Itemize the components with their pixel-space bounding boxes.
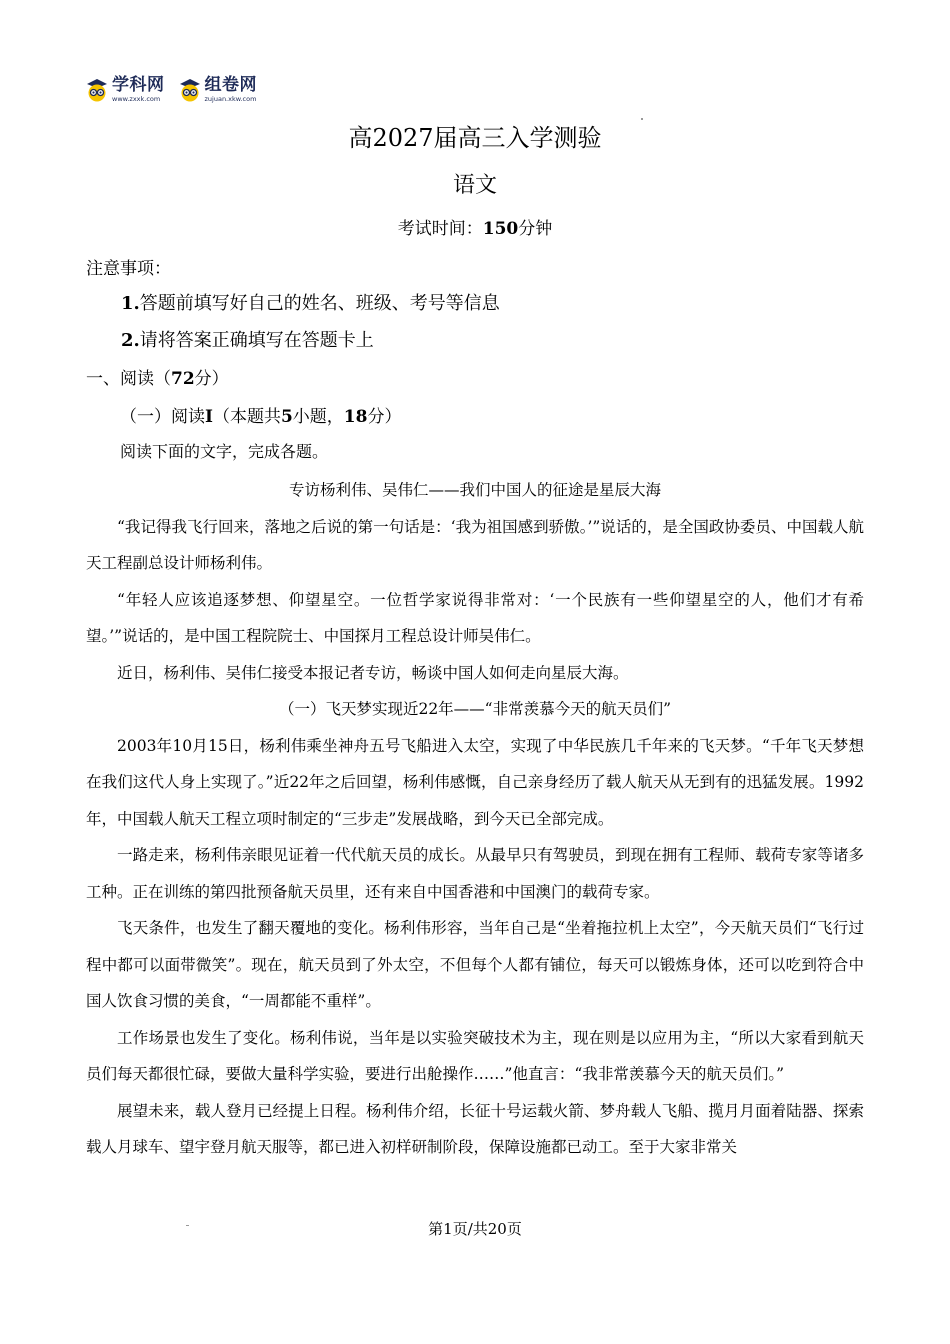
notice-item <box>121 289 500 315</box>
section-heading-score: 72 <box>171 369 195 389</box>
exam-time-unit: 分钟 <box>518 219 553 239</box>
article-subheading: （一）飞天梦实现近22年——“非常羡慕今天的航天员们” <box>278 700 672 718</box>
article-paragraph: “我记得我飞行回来，落地之后说的第一句话是：‘我为祖国感到骄傲。’”说话的，是全国政协委员、中国载人航天工程副总设计师杨利伟。 <box>86 517 864 572</box>
exam-time <box>0 214 950 239</box>
article-paragraph: 近日，杨利伟、吴伟仁接受本报记者专访，畅谈中国人如何走向星辰大海。 <box>117 663 629 682</box>
article-paragraph: 工作场景也发生了变化。杨利伟说，当年是以实验突破技术为主，现在则是以应用为主，“所以大家看到航天员们每天都很忙碌，要做大量科学实验，要进行出舱操作……”他直言：“我非常羡慕今天的航天员们。” <box>86 1028 864 1083</box>
subsection-suffix: 分） <box>367 407 402 427</box>
article-paragraph: 一路走来，杨利伟亲眼见证着一代代航天员的成长。从最早只有驾驶员，到现在拥有工程师、载荷专家等诸多工种。正在训练的第四批预备航天员里，还有来自中国香港和中国澳门的载荷专家。 <box>86 846 864 901</box>
subsection-heading <box>120 402 401 427</box>
exam-subject: 语文 <box>452 173 497 198</box>
notice-item-num: 1. <box>121 293 140 314</box>
article-paragraph: 展望未来，载人登月已经提上日程。杨利伟介绍，长征十号运载火箭、梦舟载人飞船、揽月月面着陆器、探索载人月球车、望宇登月航天服等，都已进入初样研制阶段，保障设施都已动工。至于大家非常关 <box>86 1101 864 1156</box>
notice-heading: 注意事项： <box>86 259 171 279</box>
article-paragraph: “年轻人应该追逐梦想、仰望星空。一位哲学家说得非常对：‘一个民族有一些仰望星空的人，他们才有希望。’”说话的，是中国工程院院士、中国探月工程总设计师吴伟仁。 <box>86 590 864 645</box>
article-title: 专访杨利伟、吴伟仁——我们中国人的征途是星辰大海 <box>288 481 661 499</box>
article <box>86 472 864 1166</box>
section-heading <box>86 364 229 389</box>
owl-face-icon <box>84 78 110 102</box>
logo-name: 组卷网 <box>204 75 257 96</box>
notice-item-text: 请将答案正确填写在答题卡上 <box>139 330 374 351</box>
notice-item <box>121 326 374 352</box>
subsection-score: 18 <box>343 407 368 427</box>
page-number: 第1页/共20页 <box>428 1220 522 1238</box>
section-heading-prefix: 一、阅读（ <box>86 369 171 389</box>
notice-item-num: 2. <box>121 330 140 351</box>
reading-instruction: 阅读下面的文字，完成各题。 <box>120 442 329 461</box>
header-logos <box>84 74 257 106</box>
exam-time-value: 150 <box>482 219 519 239</box>
article-paragraph: 飞天条件，也发生了翻天覆地的变化。杨利伟形容，当年自己是“坐着拖拉机上太空”，今天航天员们“飞行过程中都可以面带微笑”。现在，航天员到了外太空，不但每个人都有铺位，每天可以锻炼身体，还可以吃到符合中国人饮食习惯的美食，“一周都能不重样”。 <box>86 919 864 1010</box>
section-heading-suffix: 分） <box>194 369 229 389</box>
subsection-mid2: 小题， <box>292 407 344 427</box>
logo-url: zujuan.xkw.com <box>204 95 257 104</box>
article-paragraph: 2003年10月15日，杨利伟乘坐神舟五号飞船进入太空，实现了中华民族几千年来的飞天梦。“千年飞天梦想在我们这代人身上实现了。”近22年之后回望，杨利伟感慨，自己亲身经历了载人航天从无到有的迅猛发展。1992年，中国载人航天工程立项时制定的“三步走”发展战略，到今天已全部完成。 <box>86 736 864 828</box>
subsection-roman: I <box>205 407 213 427</box>
subsection-mid: （本题共 <box>212 407 281 427</box>
owl-face-icon <box>177 78 203 102</box>
logo-xueke[interactable] <box>84 77 165 103</box>
exam-title: 高2027届高三入学测验 <box>348 124 602 152</box>
subsection-count: 5 <box>280 407 293 427</box>
logo-url: www.zxxk.com <box>112 95 161 104</box>
subsection-prefix: （一）阅读 <box>120 407 205 427</box>
logo-zujuan[interactable] <box>177 77 258 103</box>
notice-item-text: 答题前填写好自己的姓名、班级、考号等信息 <box>139 293 500 314</box>
logo-name: 学科网 <box>112 75 165 96</box>
exam-time-label: 考试时间： <box>397 219 483 239</box>
